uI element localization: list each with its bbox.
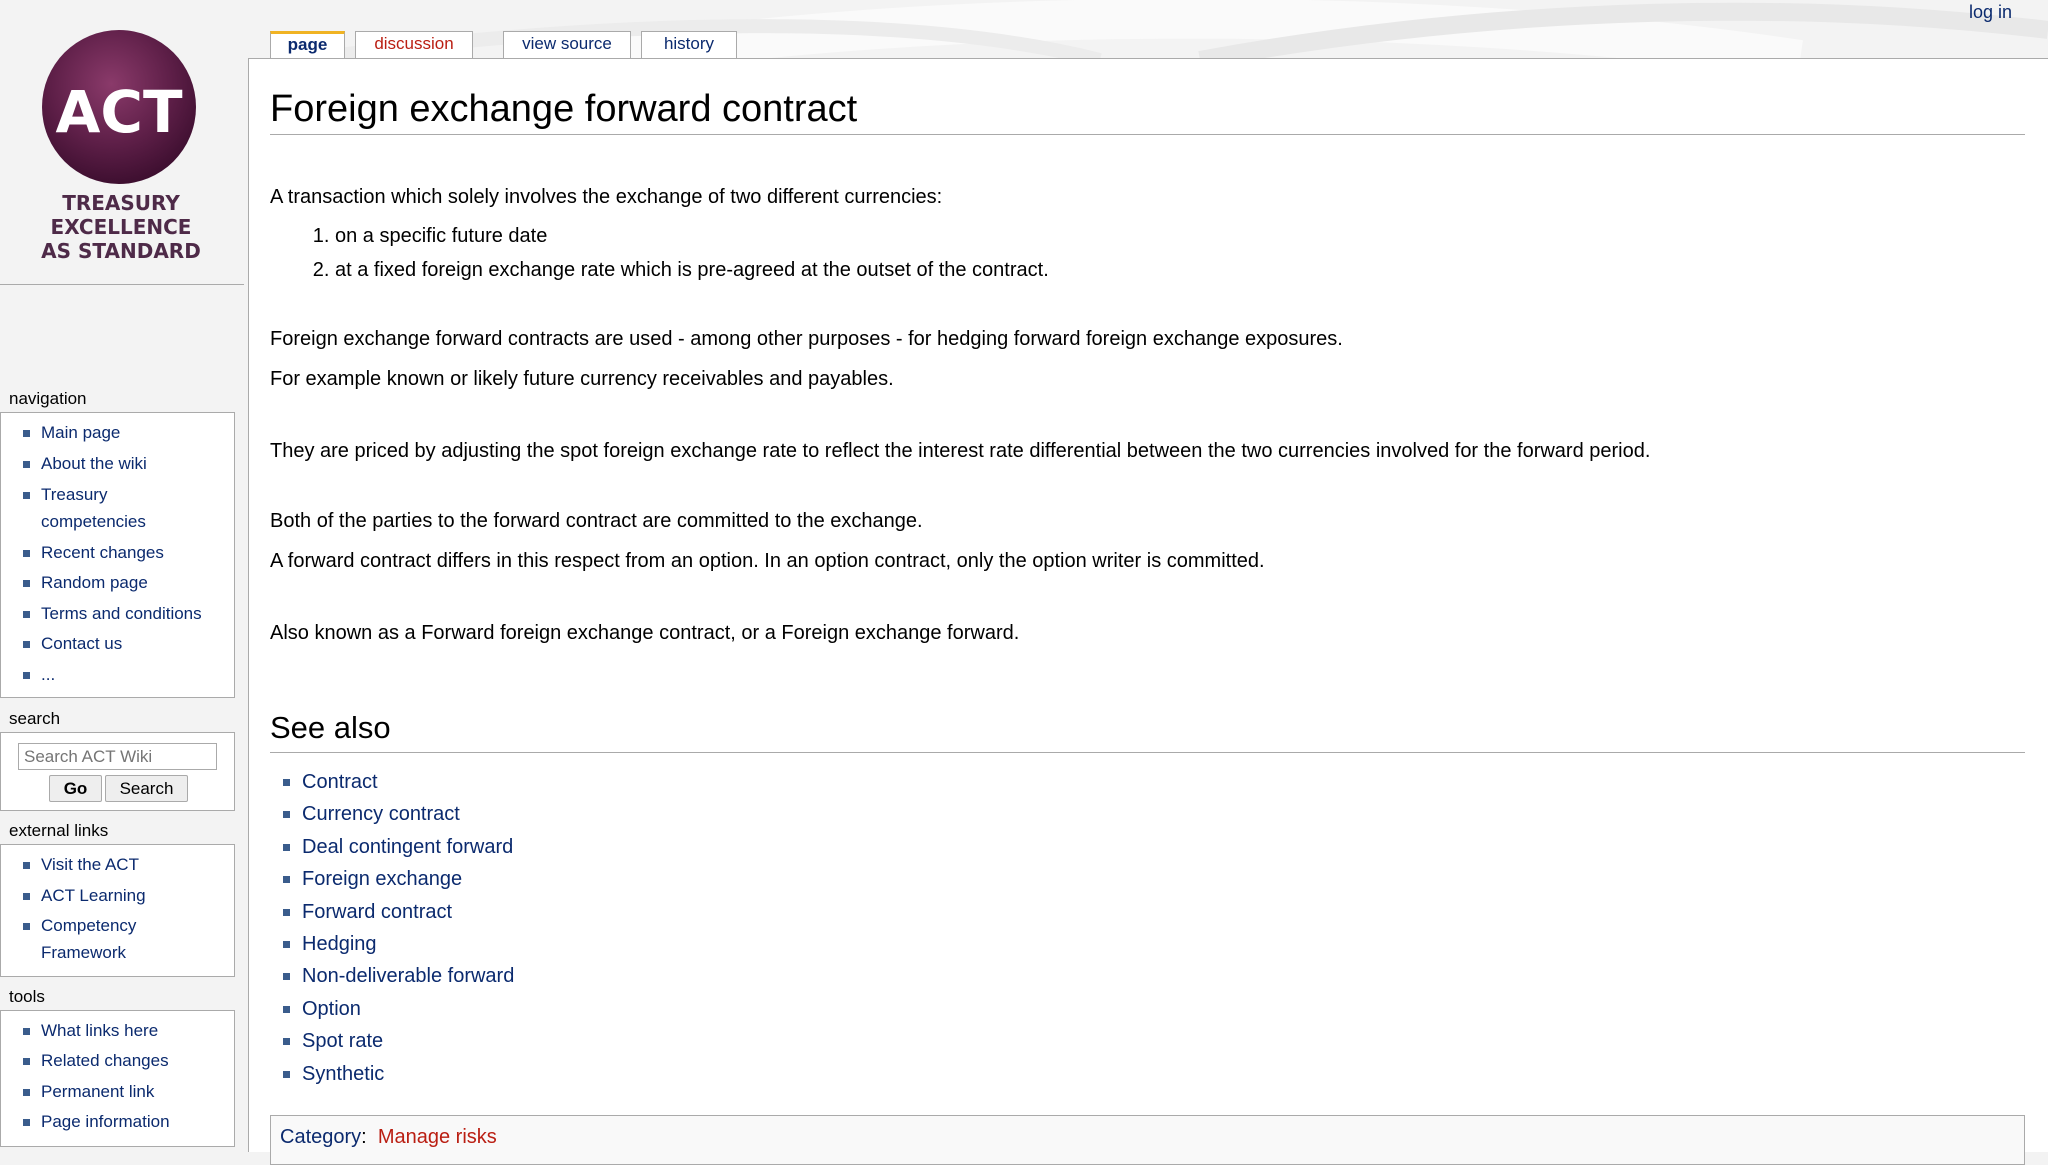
tool-permanent-link-link[interactable]: Permanent link <box>41 1082 155 1101</box>
see-also-forward-contract-link[interactable]: Forward contract <box>302 900 453 923</box>
nav-more-link[interactable]: ... <box>41 665 56 684</box>
paragraph-pricing: They are priced by adjusting the spot foreign exchange rate to reflect the interest rate differential between the two currencies involved for the forward period. <box>270 440 1651 462</box>
logo-divider <box>0 284 244 285</box>
nav-terms-link[interactable]: Terms and conditions <box>41 604 202 623</box>
ext-visit-act-link[interactable]: Visit the ACT <box>41 855 139 874</box>
nav-about-wiki[interactable] <box>1 450 234 481</box>
see-also-hedging-link[interactable]: Hedging <box>302 932 377 955</box>
intro-paragraph: A transaction which solely involves the exchange of two different currencies: <box>270 186 943 208</box>
go-button[interactable]: Go <box>49 775 102 802</box>
external-links-portlet <box>0 844 235 977</box>
see-also-list <box>270 770 514 1094</box>
nav-treasury-line2: competencies <box>41 512 146 531</box>
see-also-currency-contract[interactable] <box>270 802 514 834</box>
category-colon: : <box>361 1126 378 1148</box>
nav-treasury-line1: Treasury <box>41 485 108 504</box>
external-links-heading: external links <box>9 821 109 840</box>
tab-discussion[interactable]: discussion <box>355 31 473 58</box>
steps-list <box>270 224 1049 292</box>
nav-random-page-link[interactable]: Random page <box>41 573 148 592</box>
nav-treasury-competencies[interactable] <box>1 481 234 539</box>
see-also-option-link[interactable]: Option <box>302 997 361 1020</box>
see-also-heading: See also <box>270 708 2025 753</box>
site-logo[interactable] <box>0 0 244 284</box>
search-heading: search <box>9 709 61 728</box>
paragraph-example: For example known or likely future currency receivables and payables. <box>270 368 894 390</box>
nav-main-page[interactable] <box>1 419 234 450</box>
ext-competency-framework[interactable] <box>1 912 234 970</box>
nav-random-page[interactable] <box>1 569 234 600</box>
ext-competency-framework-link[interactable] <box>41 916 136 962</box>
tools-heading: tools <box>9 987 45 1006</box>
personal-tools <box>1969 2 2012 23</box>
see-also-deal-contingent-forward[interactable] <box>270 835 514 867</box>
login-link[interactable]: log in <box>1968 2 2012 22</box>
see-also-spot-rate[interactable] <box>270 1029 514 1061</box>
nav-about-wiki-link[interactable]: About the wiki <box>41 454 147 473</box>
list-item: 2. at a fixed foreign exchange rate which is pre-agreed at the outset of the contract. <box>335 258 1049 292</box>
logo-letters: ACT <box>55 78 183 146</box>
search-button[interactable]: Search <box>105 775 188 802</box>
category-links <box>270 1115 2025 1165</box>
see-also-deal-contingent-forward-link[interactable]: Deal contingent forward <box>302 835 514 858</box>
logo-line-2: EXCELLENCE <box>50 215 192 239</box>
tool-related-changes[interactable] <box>1 1047 234 1078</box>
see-also-contract-link[interactable]: Contract <box>302 771 378 793</box>
see-also-foreign-exchange-link[interactable]: Foreign exchange <box>302 868 463 891</box>
search-portlet <box>0 732 235 811</box>
ext-competency-line1: Competency <box>41 916 137 935</box>
paragraph-parties: Both of the parties to the forward contract are committed to the exchange. <box>270 510 923 532</box>
ext-visit-act[interactable] <box>1 851 234 882</box>
tool-page-information[interactable] <box>1 1108 234 1138</box>
nav-contact-link[interactable]: Contact us <box>41 634 123 653</box>
search-input[interactable] <box>18 743 217 770</box>
see-also-synthetic-link[interactable]: Synthetic <box>302 1062 385 1085</box>
tools-portlet <box>0 1010 235 1147</box>
ext-competency-line2: Framework <box>41 943 127 962</box>
see-also-option[interactable] <box>270 997 514 1029</box>
paragraph-also-known: Also known as a Forward foreign exchange contract, or a Foreign exchange forward. <box>270 622 1020 644</box>
see-also-foreign-exchange[interactable] <box>270 867 514 899</box>
see-also-forward-contract[interactable] <box>270 900 514 932</box>
see-also-contract[interactable] <box>270 770 514 802</box>
logo-line-3: AS STANDARD <box>41 239 201 263</box>
see-also-currency-contract-link[interactable]: Currency contract <box>302 803 460 826</box>
logo-line-1: TREASURY <box>62 191 180 215</box>
see-also-hedging[interactable] <box>270 932 514 964</box>
tool-permanent-link[interactable] <box>1 1078 234 1108</box>
see-also-synthetic[interactable] <box>270 1062 514 1094</box>
act-logo-icon <box>0 0 244 284</box>
nav-more[interactable] <box>1 661 234 691</box>
category-manage-risks-link[interactable]: Manage risks <box>377 1126 497 1148</box>
tool-related-changes-link[interactable]: Related changes <box>41 1051 169 1070</box>
nav-treasury-competencies-link[interactable] <box>41 485 146 531</box>
nav-recent-changes-link[interactable]: Recent changes <box>41 543 164 562</box>
navigation-portlet <box>0 412 235 698</box>
nav-terms[interactable] <box>1 600 234 630</box>
nav-contact[interactable] <box>1 630 234 661</box>
ext-act-learning-link[interactable]: ACT Learning <box>41 886 146 905</box>
category-label-link[interactable]: Category <box>280 1126 362 1148</box>
tab-page[interactable]: page <box>270 31 345 59</box>
tool-page-information-link[interactable]: Page information <box>41 1112 170 1131</box>
paragraph-usage: Foreign exchange forward contracts are used - among other purposes - for hedging forward foreign exchange exposures. <box>270 328 1343 350</box>
list-item: 1. on a specific future date <box>335 224 1049 258</box>
see-also-spot-rate-link[interactable]: Spot rate <box>302 1030 384 1053</box>
paragraph-option-difference: A forward contract differs in this respect from an option. In an option contract, only the option writer is committed. <box>270 550 1265 572</box>
nav-main-page-link[interactable]: Main page <box>41 423 121 442</box>
navigation-heading: navigation <box>9 389 87 408</box>
see-also-non-deliverable-forward-link[interactable]: Non-deliverable forward <box>302 965 515 988</box>
tab-history[interactable]: history <box>641 31 737 58</box>
ext-act-learning[interactable] <box>1 882 234 912</box>
tool-what-links-here-link[interactable]: What links here <box>41 1021 159 1040</box>
page-title: Foreign exchange forward contract <box>270 86 2025 135</box>
see-also-non-deliverable-forward[interactable] <box>270 964 514 996</box>
content-area <box>248 58 2048 1152</box>
nav-recent-changes[interactable] <box>1 539 234 569</box>
tab-view-source[interactable]: view source <box>503 31 631 58</box>
tool-what-links-here[interactable] <box>1 1017 234 1047</box>
